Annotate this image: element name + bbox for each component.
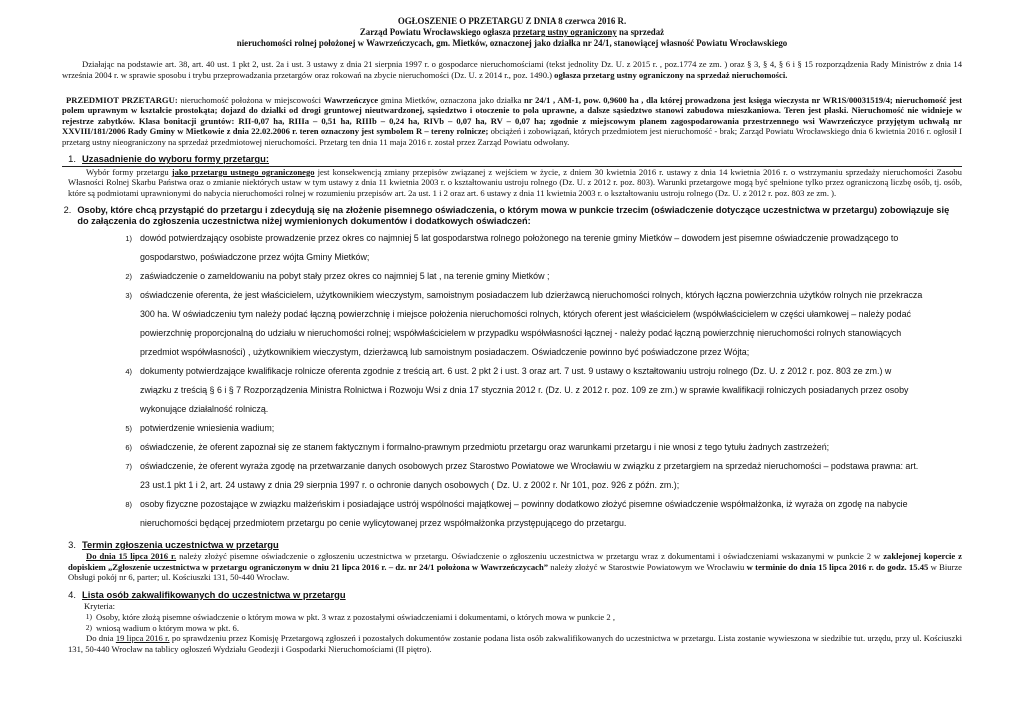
list-item-text: dokumenty potwierdzające kwalifikacje rolnicze oferenta zgodnie z treścią art. 6 ust. 2 pkt 2 i ust. 3 oraz art. 7 ust. 9 ustawy o kształtowaniu ustroju rolnego (Dz. U. z 2012 r. poz. 803 ze zm.) w: [140, 365, 892, 376]
list-item: [62, 324, 962, 343]
list-item-number: [62, 305, 140, 324]
list-item: [62, 229, 962, 248]
subject-label: PRZEDMIOT PRZETARGU:: [66, 94, 178, 105]
list-item-number: 1): [125, 233, 132, 243]
list-item: [62, 362, 962, 381]
list-item-number: 2): [125, 271, 132, 281]
section-3-heading: 3. Termin zgłoszenia uczestnictwa w przetargu: [68, 538, 279, 550]
requirements-list: [62, 229, 962, 533]
title-line-2: Zarząd Powiatu Wrocławskiego ogłasza przetarg ustny ograniczony na sprzedaż: [359, 27, 665, 38]
list-item-text: wniosą wadium o którym mowa w pkt. 6.: [96, 622, 239, 633]
list-item-text: oświadczenie oferenta, że jest właścicielem, użytkownikiem wieczystym, samoistnym posiadaczem lub dzierżawcą nieruchomości rolnych, których łączna powierzchnia użytków rolnych nie przekracza: [140, 289, 923, 300]
list-item-number: [62, 400, 140, 419]
list-item: [62, 381, 962, 400]
list-item: [62, 286, 962, 305]
list-item-text: 23 ust.1 pkt 1 i 2, art. 24 ustawy z dnia 29 sierpnia 1997 r. o ochronie danych osobowych ( Dz. U. z 2002 r. Nr 101, poz. 926 z późn. zm.);: [140, 479, 680, 490]
list-item: [62, 438, 962, 457]
list-item-number: [62, 324, 140, 343]
list-item: [62, 514, 962, 533]
list-item-text: przedmiot współwłasności) , użytkownikiem wieczystym, dzierżawcą lub samoistnym posiadaczem. Oświadczenie powinno być poświadczone przez Wójta;: [140, 346, 750, 357]
list-item-text: oświadczenie, że oferent zapoznał się ze stanem faktycznym i formalno-prawnym przedmiotu przetargu oraz warunkami przetargu i nie wnosi z tego tytułu żadnych zastrzeżeń;: [140, 441, 830, 452]
title-line-1: OGŁOSZENIE O PRZETARGU Z DNIA 8 czerwca 2016 R.: [397, 16, 627, 26]
list-item: [62, 476, 962, 495]
list-item: [62, 623, 962, 634]
list-item-number: 7): [125, 461, 132, 471]
list-item-number: 3): [125, 290, 132, 300]
list-item-text: Osoby, które złożą pisemne oświadczenie o którym mowa w pkt. 3 wraz z pozostałymi oświadczeniami i dokumentami, o których mowa w punkcie 2 ,: [96, 611, 615, 622]
list-item: [62, 305, 962, 324]
list-item-text: dowód potwierdzający osobiste prowadzenie przez okres co najmniej 5 lat gospodarstwa rolnego położonego na terenie gminy Mietków – dowodem jest pisemne oświadczenie prowadzącego to: [140, 232, 899, 243]
list-item: [62, 343, 962, 362]
list-item-text: związku z treścią § 6 i § 7 Rozporządzenia Ministra Rolnictwa i Rozwoju Wsi z dnia 17 stycznia 2012 r. (Dz. U. z 2012 r. poz. 109 ze zm.) w sprawie kwalifikacji rolniczych posiadanych przez osoby: [140, 384, 909, 395]
list-item: [62, 400, 962, 419]
list-item-text: gospodarstwo, poświadczone przez wójta Gminy Mietków;: [140, 251, 370, 262]
list-item-number: 6): [125, 442, 132, 452]
list-item: [62, 612, 962, 623]
list-item-text: zaświadczenie o zameldowaniu na pobyt stały przez okres co najmniej 5 lat , na terenie gminy Mietków ;: [140, 270, 550, 281]
list-item-number: 4): [125, 366, 132, 376]
list-item: [62, 457, 962, 476]
list-item-text: oświadczenie, że oferent wyraża zgodę na przetwarzanie danych osobowych przez Starostwo Powiatowe we Wrocławiu w związku z przetargiem na sprzedaż nieruchomości – podstawa prawna: art.: [140, 460, 919, 471]
subject-paragraph: PRZEDMIOT PRZETARGU: nieruchomość położona w miejscowości Wawrzeńczyce gmina Mietków, oznaczona jako działka nr 24/1 , AM-1, pow. 0,9600 ha , dla której prowadzona jest księga wieczysta nr WR1S/00031519/4; nieruchomość jest polem uprawnym w kształcie prostokąta; dojazd do działki od drogi gruntowej nieutwardzonej, sąsiedztwo i otoczenie to pola uprawne, a dalsze sąsiedztwo stanowi zabudowa mieszkaniowa. Teren jest płaski. Nieruchomość nie widnieje w rejestrze zabytków. Klasa bonitacji gruntów: RII-0,07 ha, RIIIa – 0,51 ha, RIIIb – 0,24 ha, RIVb – 0,07 ha, RV – 0,07 ha; zgodnie z miejscowym planem zagospodarowania przestrzennego wsi Wawrzeńczyce przyjętym uchwałą nr XXVIII/181/2006 Rady Gminy w Mietkowie z dnia 22.02.2006 r. teren oznaczony jest symbolem R – tereny rolnicze; obciążeń i zobowiązań, których przedmiotem jest nieruchomość - brak; Zarząd Powiatu Wrocławskiego dnia 6 kwietnia 2016 r. ogłosił I przetarg ustny nieograniczony na sprzedaż przedmiotowej nieruchomości. Przetarg ten dnia 11 maja 2016 r. został przez Zarząd Powiatu odwołany.: [62, 94, 963, 147]
list-item-text: powierzchnię proporcjonalną do udziału w nieruchomości rolnej; współwłaścicielem w przypadku współwłasności łącznej - należy podać łączną powierzchnię nieruchomości rolnych stanowiących: [140, 327, 902, 338]
list-item: [62, 495, 962, 514]
section-3-body: Do dnia 15 lipca 2016 r. należy złożyć pisemne oświadczenie o zgłoszeniu uczestnictwa w przetargu. Oświadczenie o zgłoszeniu uczestnictwa w przetargu wraz z dokumentami i oświadczeniami wskazanymi w punkcie 2 w zaklejonej kopercie z dopiskiem „Zgłoszenie uczestnictwa w przetargu ograniczonym w dniu 21 lipca 2016 r. – dz. nr 24/1 położona w Wawrzeńczycach” należy złożyć w Starostwie Powiatowym we Wrocławiu w terminie do dnia 15 lipca 2016 r. do godz. 15.45 w Biurze Obsługi pokój nr 6, parter; ul. Kościuszki 131, 50-440 Wrocław.: [68, 551, 962, 583]
list-item: [62, 419, 962, 438]
list-item-text: osoby fizyczne pozostające w związku małżeńskim i posiadające ustrój wspólności majątkowej – powinny dodatkowo złożyć pisemne oświadczenie współmałżonka, iż wyraża on zgodę na nabycie: [140, 498, 908, 509]
section-4-heading: 4. Lista osób zakwalifikowanych do uczestnictwa w przetargu: [68, 588, 346, 600]
list-item-number: [62, 476, 140, 495]
list-item-text: potwierdzenie wniesienia wadium;: [140, 422, 275, 433]
list-item-number: [62, 343, 140, 362]
title-line-3: nieruchomości rolnej położonej w Wawrzeńczycach, gm. Mietków, oznaczonej jako działka nr 24/1, stanowiącej własność Powiatu Wrocławskiego: [236, 38, 788, 49]
list-item: [62, 267, 962, 286]
list-item-number: 5): [125, 423, 132, 433]
section-2-heading: 2. Osoby, które chcą przystąpić do przetargu i zdecydują się na złożenie pisemnego oświadczenia, o którym mowa w punkcie trzecim (oświadczenie dotyczące uczestnictwa w przetargu) zobowiązuje się do załączenia do zgłoszenia uczestnictwa niżej wymienionych dokumentów i dodatkowych oświadczeń:: [63, 204, 950, 227]
section-1-heading: 1. Uzasadnienie do wyboru formy przetargu:: [62, 153, 962, 167]
final-paragraph: Do dnia 19 lipca 2016 r. po sprawdzeniu przez Komisję Przetargową zgłoszeń i pozostałych dokumentów zostanie podana lista osób zakwalifikowanych do uczestnictwa w przetargu. Lista zostanie wywieszona w siedzibie tut. urzędu, przy ul. Kościuszki 131, 50-440 Wrocław na tablicy ogłoszeń Wydziału Geodezji i Gospodarki Nieruchomościami (II piętro).: [68, 633, 962, 654]
list-item-number: 2): [85, 622, 92, 632]
list-item-text: 300 ha. W oświadczeniu tym należy podać łączną powierzchnię i miejsce położenia nieruchomości rolnych, których oferent jest właścicielem (współwłaścicielem w części ułamkowej – należy podać: [140, 308, 911, 319]
list-item-number: 8): [125, 499, 132, 509]
list-item-number: 1): [85, 611, 92, 621]
section-1-body: Wybór formy przetargu jako przetargu ustnego ograniczonego jest konsekwencją zmiany przepisów związanej z wejściem w życie, z dniem 30 kwietnia 2016 r. ustawy z dnia 14 kwietnia 2016 r. o wstrzymaniu sprzedaży nieruchomości Zasobu Własności Rolnej Skarbu Państwa oraz o zmianie niektórych ustaw w tym ustawy z dnia 11 kwietnia 2003 r. o kształtowaniu ustroju rolnego (Dz. U. z 2012 r. poz. 803). Warunki przetargowe mogą być spełnione tylko przez ograniczoną liczbę osób, tj. osób, które są podmiotami uprawnionymi do nabycia nieruchomości rolnej w rozumieniu przepisów art. 2a ust. 1 i 2 oraz art. 6 ustawy z dnia 11 kwietnia 2003 r. o kształtowaniu ustroju rolnego (Dz. U. z 2012 r. poz. 803 ze zm. ).: [68, 166, 962, 198]
list-item-number: [62, 248, 140, 267]
list-item-text: wykonujące działalność rolniczą.: [140, 403, 269, 414]
intro-paragraph: Działając na podstawie art. 38, art. 40 ust. 1 pkt 2, ust. 2a i ust. 3 ustawy z dnia 21 sierpnia 1997 r. o gospodarce nieruchomościami (tekst jednolity Dz. U. z 2015 r. , poz.1774 ze zm. ) oraz § 3, § 4, § 6 i § 15 rozporządzenia Rady Ministrów z dnia 14 września 2004 r. w sprawie sposobu i trybu przeprowadzania przetargów oraz rokowań na zbycie nieruchomości (Dz. U. z 2014 r., poz. 1490.) ogłasza przetarg ustny ograniczony na sprzedaż nieruchomości.: [62, 59, 962, 80]
criteria-list: [62, 612, 962, 633]
announcement-title: [62, 16, 962, 49]
list-item-number: [62, 514, 140, 533]
criteria-label: Kryteria:: [84, 601, 116, 612]
list-item-number: [62, 381, 140, 400]
list-item-text: nieruchomości będącej przedmiotem przetargu po cenie wylicytowanej przez współmałżonka przystępującego do przetargu.: [140, 517, 627, 528]
list-item: [62, 248, 962, 267]
